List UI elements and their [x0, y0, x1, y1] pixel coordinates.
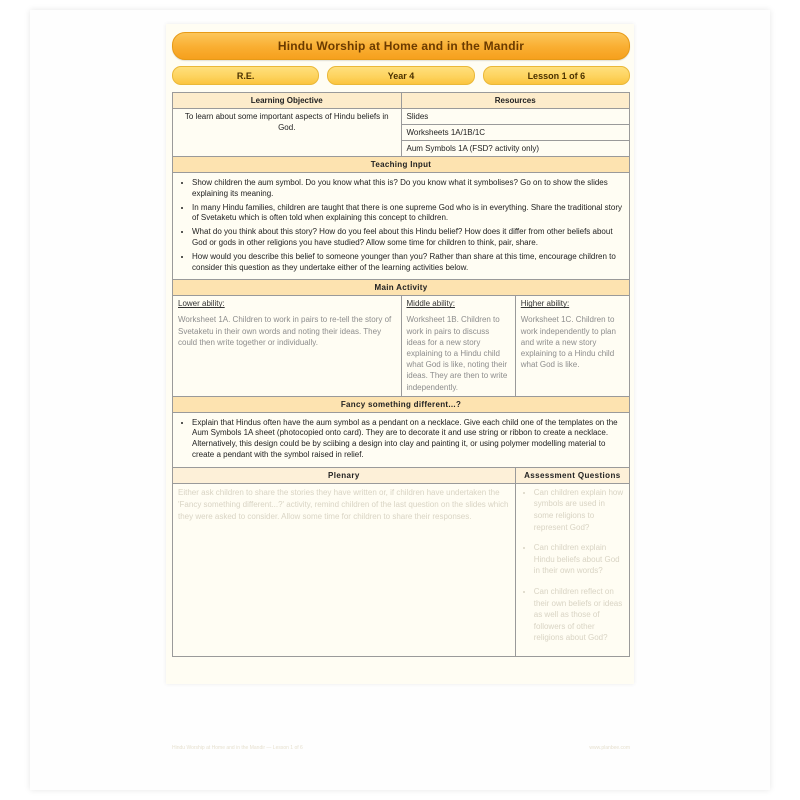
assessment-item: • Can children explain how symbols are used in some religions to represent God? — [534, 487, 624, 533]
header-plenary: Plenary — [173, 467, 516, 483]
assessment-list — [521, 487, 624, 644]
ability-cell-higher — [515, 296, 629, 396]
fancy-cell — [173, 412, 630, 467]
table-row-plenary-header — [173, 467, 630, 483]
ability-cell-middle — [401, 296, 515, 396]
fancy-item: • Explain that Hindus often have the aum symbol as a pendant on a necklace. Give each child one of the templates on the Aum Symbols 1A sheet (photocopied onto card). They are to decorate it and use string or ribbon to create a necklace. Alternatively, this design could be by sciibing a design into clay and painting it, or using polymer modelling material to create a pendant with the symbol raised in relief. — [192, 418, 624, 461]
teaching-input-item: • Show children the aum symbol. Do you know what this is? Do you know what it symbolises? Go on to show the slides explaining its meaning. — [192, 178, 624, 200]
teaching-input-item: • In many Hindu families, children are taught that there is one supreme God who is in everything. Share the traditional story of Svetaketu which is often told when explaining this concept to children. — [192, 203, 624, 225]
ability-text-middle: Worksheet 1B. Children to work in pairs to discuss ideas for a new story explaining to a Hindu child what God is like, noting their ideas. They are then to write independently. — [406, 315, 508, 392]
ability-label-middle: Middle ability: — [406, 299, 455, 309]
table-row-fancy-header — [173, 396, 630, 412]
table-row-plenary-body — [173, 483, 630, 656]
document-title: Hindu Worship at Home and in the Mandir — [172, 32, 630, 60]
header-fancy-something-different: Fancy something different...? — [173, 396, 630, 412]
ability-text-higher: Worksheet 1C. Children to work independently to plan and write a new story explaining to a Hindu child what God is like. — [520, 315, 616, 370]
teaching-input-item: • What do you think about this story? How do you feel about this Hindu belief? How does it differ from other beliefs about God or gods in other religions you have studied? Allow some time for children to think, pair, share. — [192, 227, 624, 249]
plenary-text: Either ask children to share the stories they have written or, if children have undertaken the 'Fancy something different...?' activity, remind children of the last question on the slides which they were asked to consider. Allow some time for children to share their responses. — [178, 487, 509, 521]
fancy-list — [178, 418, 624, 461]
lesson-plan-document — [172, 32, 630, 657]
meta-row — [172, 66, 630, 85]
assessment-item: • Can children explain Hindu beliefs about God in their own words? — [534, 542, 624, 577]
table-row-fancy-body — [173, 412, 630, 467]
ability-text-lower: Worksheet 1A. Children to work in pairs to re-tell the story of Svetaketu in their own words and noting their ideas. They could then write together or individually. — [178, 315, 392, 347]
resource-item-1: Slides — [401, 109, 630, 125]
plenary-cell — [173, 483, 516, 656]
assessment-item: • Can children reflect on their own beliefs or ideas as well as those of followers of other religions about God? — [534, 586, 624, 644]
table-row-teaching-input-header — [173, 157, 630, 173]
header-main-activity: Main Activity — [173, 280, 630, 296]
header-resources: Resources — [401, 93, 630, 109]
meta-subject: R.E. — [172, 66, 319, 85]
footer-left: Hindu Worship at Home and in the Mandir — Lesson 1 of 6 — [172, 745, 303, 751]
table-row-main-activity-header — [173, 280, 630, 296]
ability-cell-lower — [173, 296, 402, 396]
header-teaching-input: Teaching Input — [173, 157, 630, 173]
footer-right: www.planbee.com — [589, 745, 630, 751]
teaching-input-item: • How would you describe this belief to someone younger than you? Rather than share at this time, encourage children to consider this question as they undertake either of the learning activities below. — [192, 252, 624, 274]
meta-year: Year 4 — [327, 66, 474, 85]
assessment-cell — [515, 483, 629, 656]
resource-item-3: Aum Symbols 1A (FSD? activity only) — [401, 141, 630, 157]
table-row-teaching-input-body — [173, 173, 630, 280]
table-row-headers — [173, 93, 630, 109]
lesson-plan-table — [172, 92, 630, 657]
teaching-input-list — [178, 178, 624, 273]
table-row-main-activity-body — [173, 296, 630, 396]
document-footer — [172, 745, 630, 751]
ability-label-lower: Lower ability: — [178, 299, 225, 309]
header-learning-objective: Learning Objective — [173, 93, 402, 109]
learning-objective-text: To learn about some important aspects of Hindu beliefs in God. — [173, 109, 402, 157]
header-assessment-questions: Assessment Questions — [515, 467, 629, 483]
table-row-objective-resources — [173, 109, 630, 125]
teaching-input-cell — [173, 173, 630, 280]
meta-lesson: Lesson 1 of 6 — [483, 66, 630, 85]
resource-item-2: Worksheets 1A/1B/1C — [401, 125, 630, 141]
ability-label-higher: Higher ability: — [520, 299, 570, 309]
